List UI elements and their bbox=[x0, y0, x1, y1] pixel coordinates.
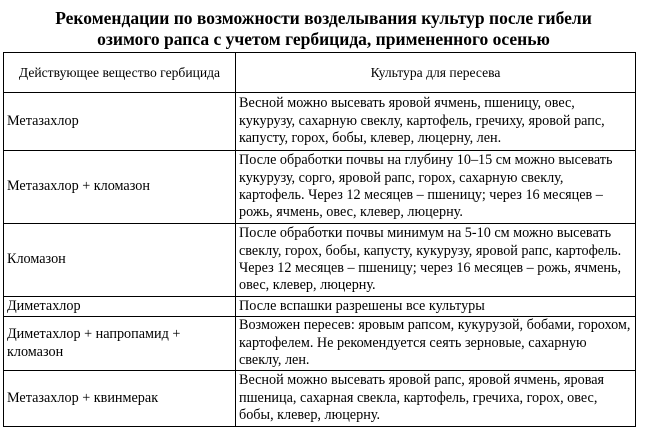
cell-crop: Весной можно высевать яровой рапс, яровой ячмень, яровая пшеница, сахарная свекла, картофель, гречиха, горох, овес, бобы, клевер, люцерну. bbox=[236, 371, 636, 427]
table-header-row bbox=[4, 53, 636, 93]
table-row bbox=[4, 151, 636, 224]
cell-substance: Метазахлор + квинмерак bbox=[4, 371, 236, 427]
cell-substance: Диметахлор + напропамид + кломазон bbox=[4, 317, 236, 371]
cell-crop: Весной можно высевать яровой ячмень, пшеницу, овес, кукурузу, сахарную свеклу, картофель, гречиху, яровой рапс, капусту, горох, бобы, клевер, люцерну, лен. bbox=[236, 93, 636, 151]
table-row bbox=[4, 297, 636, 317]
table-row bbox=[4, 371, 636, 427]
header-substance: Действующее вещество гербицида bbox=[4, 53, 236, 93]
cell-substance: Диметахлор bbox=[4, 297, 236, 317]
table-row bbox=[4, 93, 636, 151]
title-line-1: Рекомендации по возможности возделывания культур после гибели bbox=[55, 8, 592, 28]
table-row bbox=[4, 317, 636, 371]
title-line-2: озимого рапса с учетом гербицида, примененного осенью bbox=[97, 29, 550, 49]
cell-crop: Возможен пересев: яровым рапсом, кукурузой, бобами, горохом, картофелем. Не рекомендуется сеять зерновые, сахарную свеклу, лен. bbox=[236, 317, 636, 371]
page-title bbox=[0, 8, 647, 50]
cell-substance: Метазахлор + кломазон bbox=[4, 151, 236, 224]
cell-crop: После вспашки разрешены все культуры bbox=[236, 297, 636, 317]
header-crop: Культура для пересева bbox=[236, 53, 636, 93]
recommendations-table bbox=[3, 52, 636, 427]
cell-substance: Кломазон bbox=[4, 224, 236, 297]
cell-crop: После обработки почвы на глубину 10–15 см можно высевать кукурузу, сорго, яровой рапс, горох, сахарную свеклу, картофель. Через 12 месяцев – пшеницу; через 16 месяцев – рожь, ячмень, овес, клевер, люцерну. bbox=[236, 151, 636, 224]
table-row bbox=[4, 224, 636, 297]
cell-substance: Метазахлор bbox=[4, 93, 236, 151]
cell-crop: После обработки почвы минимум на 5-10 см можно высевать свеклу, горох, бобы, капусту, кукурузу, яровой рапс, картофель. Через 12 месяцев – пшеницу; через 16 месяцев – рожь, ячмень, овес, клевер, люцерну. bbox=[236, 224, 636, 297]
